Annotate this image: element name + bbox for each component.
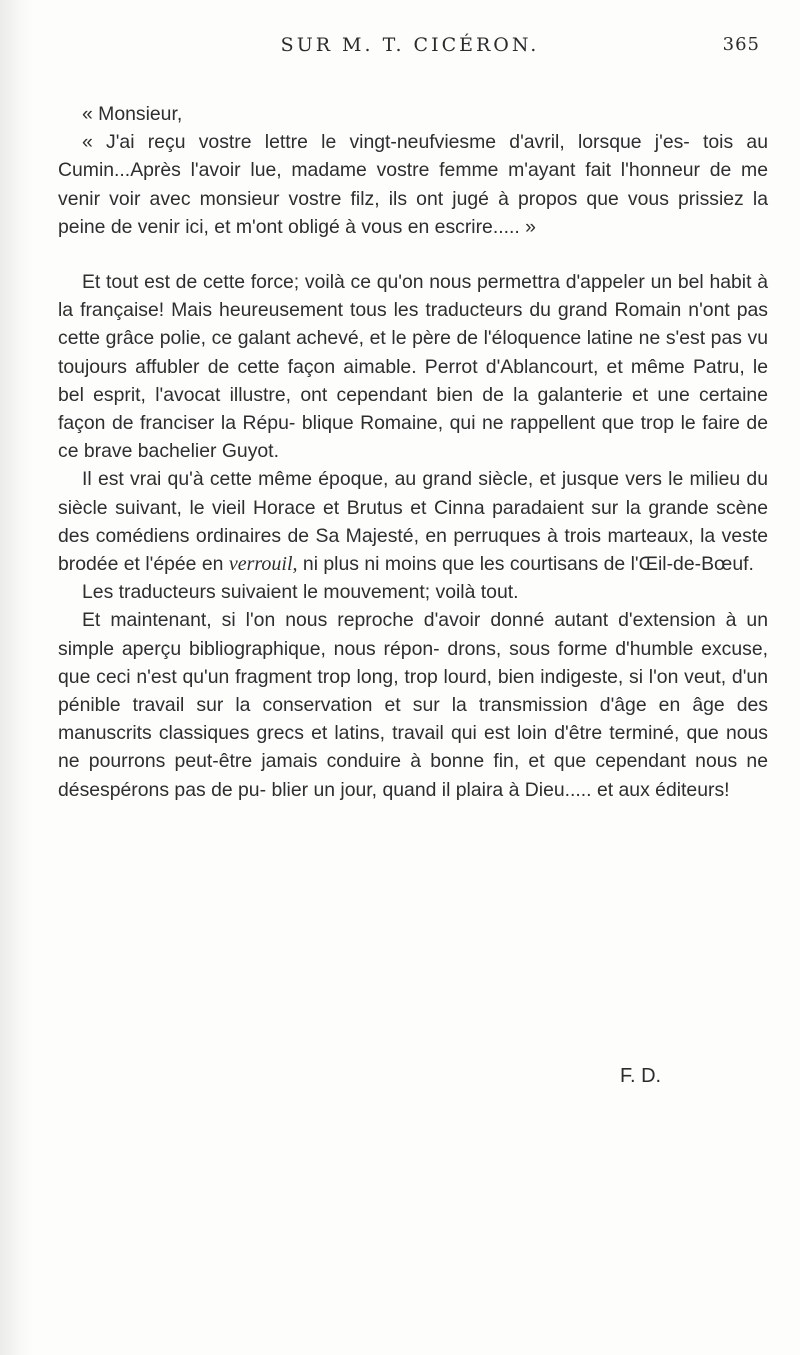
body-text (58, 100, 768, 804)
paragraph-4: Et maintenant, si l'on nous reproche d'avoir donné autant d'extension à un simple aperçu bibliographique, nous répon- drons, sous forme d'humble excuse, que ceci n'est qu'un fragment trop long, trop lourd, bien indigeste, si l'on veut, d'un pénible travail sur la conservation et sur la transmission d'âge en âge des manuscrits classiques grecs et latins, travail qui est loin d'être terminé, que nous ne pourrons peut-être jamais conduire à bonne fin, et que cependant nous ne désespérons pas de pu- blier un jour, quand il plaira à Dieu..... et aux éditeurs! (58, 609, 768, 801)
paragraph-1: Et tout est de cette force; voilà ce qu'on nous permettra d'appeler un bel habit à la française! Mais heureusement tous les traducteurs du grand Romain n'ont pas cette grâce polie, ce galant achevé, et le père de l'éloquence latine ne s'est pas vu toujours affubler de cette façon aimable. Perrot d'Ablancourt, et même Patru, le bel esprit, l'avocat illustre, ont cependant bien de la galanterie et une certaine façon de franciser la Répu- blique Romaine, qui ne rappellent que trop le faire de ce brave bachelier Guyot. (58, 271, 768, 463)
paragraph-2-text-end: ni plus ni moins que les courtisans de l'Œil-de-Bœuf. (297, 553, 754, 576)
paragraph-2 (58, 465, 768, 578)
paragraph-2-italic: verrouil, (228, 553, 298, 576)
page-number: 365 (722, 34, 760, 55)
page-header (60, 34, 760, 62)
paragraph-3: Les traducteurs suivaient le mouvement; voilà tout. (82, 581, 519, 604)
binding-gutter-shadow (0, 0, 34, 1355)
signature-initials: F. D. (620, 1065, 662, 1087)
running-title: SUR M. T. CICÉRON. (280, 34, 540, 56)
paragraph-2-text-start: Il est vrai qu'à cette même époque, au grand siècle, et jusque vers le milieu du siècle suivant, le vieil Horace et Brutus et Cinna paradaient sur la grande scène des comédiens ordinaires de Sa Majesté, en perruques à trois marteaux, la veste brodée et l'épée en (58, 468, 768, 576)
signature (0, 1065, 740, 1088)
letter-quote: « J'ai reçu vostre lettre le vingt-neufviesme d'avril, lorsque j'es- tois au Cumin...Après l'avoir lue, madame vostre femme m'ayant fait l'honneur de me venir voir avec monsieur vostre filz, ils ont jugé à propos que vous prissiez la peine de venir ici, et m'ont obligé à vous en escrire..... » (58, 131, 768, 238)
letter-salutation: « Monsieur, (82, 103, 183, 125)
